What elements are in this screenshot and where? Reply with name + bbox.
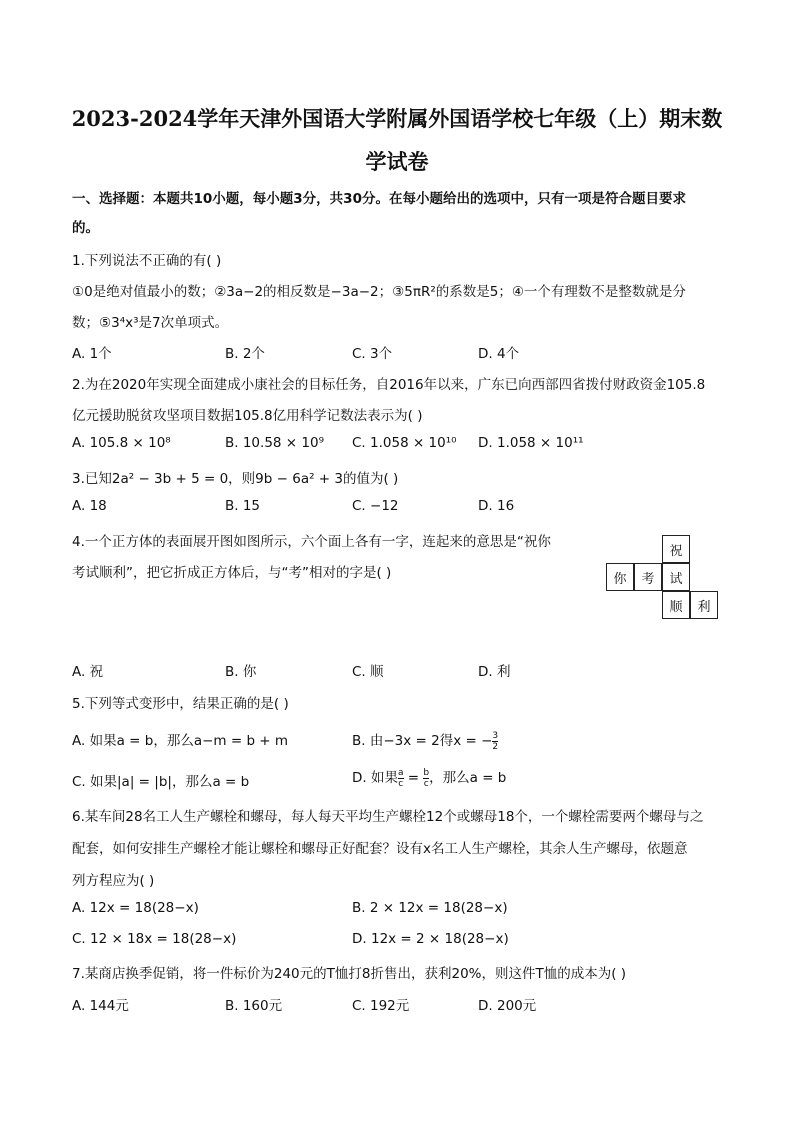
q5-d-frac2-den: c	[423, 778, 429, 789]
q3-option-b: B. 15	[225, 498, 261, 514]
q1-option-b: B. 2个	[225, 346, 265, 362]
q6-stem-line2: 配套，如何安排生产螺栓才能让螺栓和螺母正好配套？设有x名工人生产螺栓，其余人生产螺母，依题意	[72, 841, 688, 857]
q4-option-b: B. 你	[225, 664, 257, 680]
net-face-shi: 试	[662, 563, 690, 591]
q3-option-c: C. −12	[352, 498, 399, 514]
net-face-kao: 考	[634, 563, 662, 591]
q7-option-b: B. 160元	[225, 998, 283, 1014]
section-instructions-line1: 一、选择题：本题共10小题，每小题3分，共30分。在每小题给出的选项中，只有一项是符合题目要求	[72, 191, 686, 207]
q5-d-equals: =	[403, 770, 424, 786]
q2-option-d: D. 1.058 × 10¹¹	[478, 435, 584, 451]
q5-fraction-numerator: 3	[492, 730, 499, 741]
q3-stem: 3.已知2a² − 3b + 5 = 0，则9b − 6a² + 3的值为( )	[72, 471, 399, 487]
q6-stem-line3: 列方程应为( )	[72, 873, 155, 889]
q3-option-a: A. 18	[72, 498, 107, 514]
q5-option-c: C. 如果|a| = |b|，那么a = b	[72, 774, 250, 790]
q5-fraction-denominator: 2	[492, 741, 499, 752]
q4-stem-line2: 考试顺利”，把它折成正方体后，与“考”相对的字是( )	[72, 565, 392, 581]
cube-net-figure	[602, 532, 720, 620]
net-face-ni: 你	[606, 563, 634, 591]
q7-stem: 7.某商店换季促销，将一件标价为240元的T恤打8折售出，获利20%，则这件T恤的成本为( )	[72, 966, 627, 982]
net-face-zhu: 祝	[662, 535, 690, 563]
q7-option-c: C. 192元	[352, 998, 410, 1014]
q5-option-b-text: B. 由−3x = 2得x = −	[352, 733, 493, 749]
q5-option-d-tail: ，那么a = b	[429, 770, 507, 786]
q6-option-b: B. 2 × 12x = 18(28−x)	[352, 900, 508, 916]
q2-stem-line1: 2.为在2020年实现全面建成小康社会的目标任务，自2016年以来，广东已向西部四省拨付财政资金105.8	[72, 377, 706, 393]
q4-option-a: A. 祝	[72, 664, 104, 680]
q5-stem: 5.下列等式变形中，结果正确的是( )	[72, 696, 289, 712]
q5-option-d	[352, 766, 506, 789]
q1-option-c: C. 3个	[352, 346, 393, 362]
q1-stem-line3: 数；⑤3⁴x³是7次单项式。	[72, 315, 229, 331]
q6-stem-line1: 6.某车间28名工人生产螺栓和螺母，每人每天平均生产螺栓12个或螺母18个，一个螺栓需要两个螺母与之	[72, 809, 704, 825]
q4-stem-line1: 4.一个正方体的表面展开图如图所示，六个面上各有一字，连起来的意思是“祝你	[72, 534, 551, 550]
q5-d-frac1-den: c	[398, 778, 404, 789]
q1-stem-line1: 1.下列说法不正确的有( )	[72, 253, 222, 269]
q5-option-b	[352, 729, 498, 752]
q2-stem-line2: 亿元援助脱贫攻坚项目数据105.8亿用科学记数法表示为( )	[72, 408, 423, 424]
q3-option-d: D. 16	[478, 498, 515, 514]
net-face-shun: 顺	[662, 591, 690, 619]
q5-d-frac1-num: a	[397, 767, 404, 778]
q4-option-c: C. 顺	[352, 664, 384, 680]
net-face-li: 利	[690, 591, 718, 619]
q1-stem-line2: ①0是绝对值最小的数；②3a−2的相反数是−3a−2；③5πR²的系数是5；④一个有理数不是整数就是分	[72, 284, 686, 300]
q2-option-a: A. 105.8 × 10⁸	[72, 435, 171, 451]
q6-option-d: D. 12x = 2 × 18(28−x)	[352, 931, 509, 947]
q5-option-b-fraction	[492, 731, 498, 752]
q1-option-a: A. 1个	[72, 346, 112, 362]
q5-d-frac2-num: b	[423, 767, 430, 778]
q1-option-d: D. 4个	[478, 346, 520, 362]
q5-option-a: A. 如果a = b，那么a−m = b + m	[72, 733, 289, 749]
exam-title-line2: 学试卷	[365, 149, 429, 174]
q6-option-c: C. 12 × 18x = 18(28−x)	[72, 931, 237, 947]
q7-option-a: A. 144元	[72, 998, 129, 1014]
q2-option-c: C. 1.058 × 10¹⁰	[352, 435, 457, 451]
q2-option-b: B. 10.58 × 10⁹	[225, 435, 324, 451]
q5-option-d-text: D. 如果	[352, 770, 398, 786]
q6-option-a: A. 12x = 18(28−x)	[72, 900, 199, 916]
q4-option-d: D. 利	[478, 664, 511, 680]
q7-option-d: D. 200元	[478, 998, 537, 1014]
section-instructions-line2: 的。	[72, 220, 99, 236]
exam-title-line1: 2023-2024学年天津外国语大学附属外国语学校七年级（上）期末数	[71, 106, 723, 131]
